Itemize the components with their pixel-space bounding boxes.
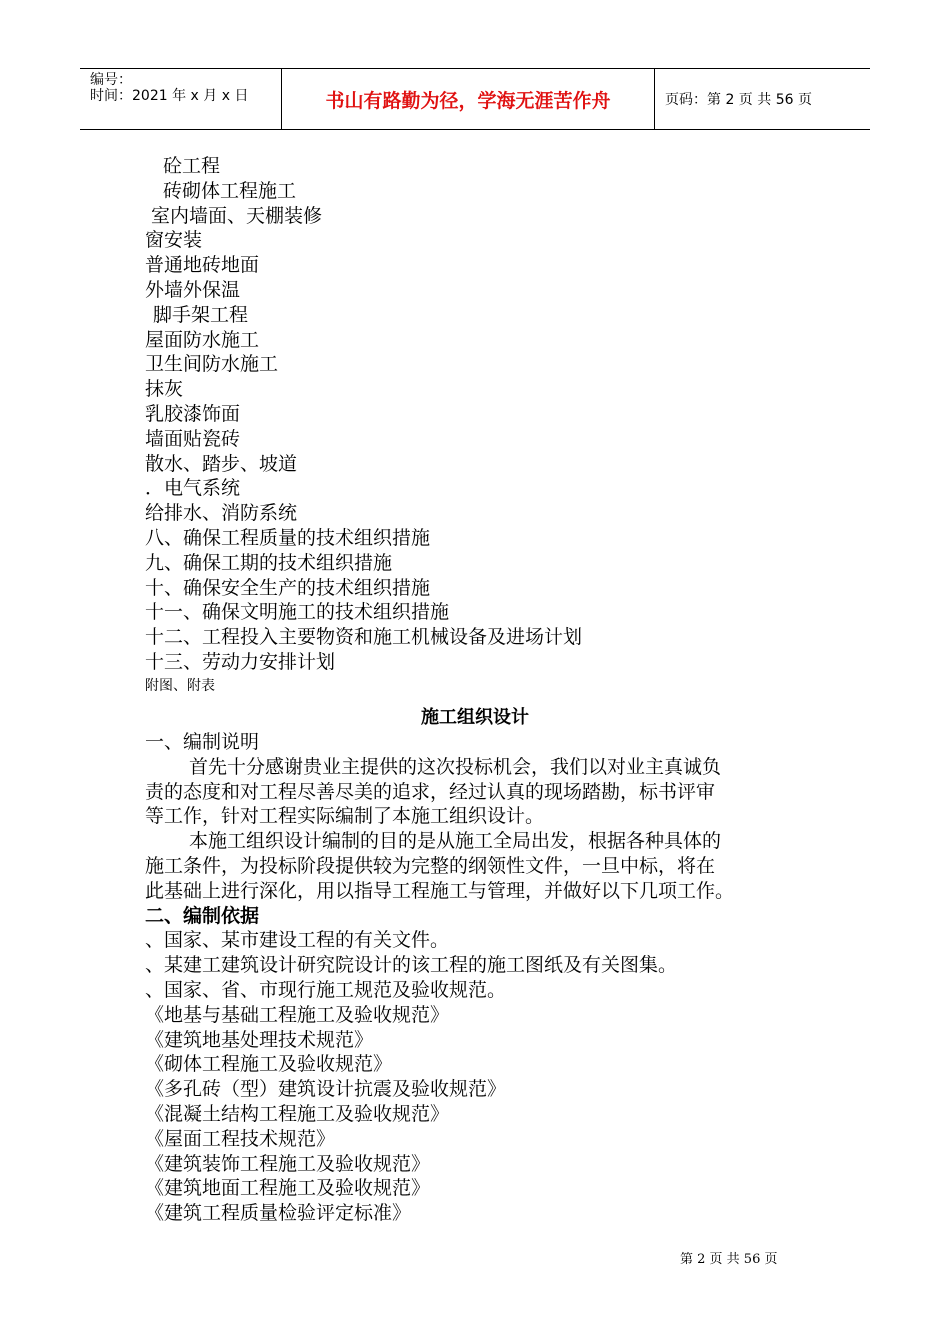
toc-item: ．电气系统 xyxy=(145,477,241,500)
header-page-info: 页码：第 2 页 共 56 页 xyxy=(665,92,812,108)
document-number: 编号： xyxy=(90,72,132,88)
toc-item: 八、确保工程质量的技术组织措施 xyxy=(145,526,431,549)
section-heading: 二、编制依据 xyxy=(145,904,260,927)
toc-item: 十一、确保文明施工的技术组织措施 xyxy=(145,601,450,624)
toc-item: 十二、工程投入主要物资和施工机械设备及进场计划 xyxy=(145,626,583,649)
toc-item: 砖砌体工程施工 xyxy=(163,179,297,202)
toc-item: 室内墙面、天棚装修 xyxy=(151,204,323,227)
toc-item: 外墙外保温 xyxy=(145,278,241,301)
toc-item: 十三、劳动力安排计划 xyxy=(145,650,336,673)
toc-item: 抹灰 xyxy=(145,378,184,401)
basis-item: 、国家、某市建设工程的有关文件。 xyxy=(145,929,450,952)
standard-item: 《建筑工程质量检验评定标准》 xyxy=(145,1202,412,1225)
toc-item: 卫生间防水施工 xyxy=(145,353,279,376)
page-footer: 第 2 页 共 56 页 xyxy=(680,1252,778,1267)
toc-item: 砼工程 xyxy=(163,155,221,177)
toc-appendix: 附图、附表 xyxy=(145,677,215,694)
basis-item: 、国家、省、市现行施工规范及验收规范。 xyxy=(145,978,507,1001)
standard-item: 《混凝土结构工程施工及验收规范》 xyxy=(145,1102,450,1125)
paragraph-line: 此基础上进行深化，用以指导工程施工与管理，并做好以下几项工作。 xyxy=(145,879,735,902)
table-of-contents xyxy=(145,154,845,697)
toc-item: 乳胶漆饰面 xyxy=(145,402,241,425)
header-meta xyxy=(80,69,282,129)
paragraph-line: 本施工组织设计编制的目的是从施工全局出发，根据各种具体的 xyxy=(189,830,722,853)
section-description xyxy=(145,730,825,1226)
document-time: 时间：2021 年 x 月 x 日 xyxy=(90,88,249,104)
standard-item: 《建筑地基处理技术规范》 xyxy=(145,1028,374,1051)
paragraph-line: 等工作，针对工程实际编制了本施工组织设计。 xyxy=(145,805,545,828)
toc-item: 九、确保工期的技术组织措施 xyxy=(145,551,393,574)
standard-item: 《建筑地面工程施工及验收规范》 xyxy=(145,1177,431,1200)
toc-item: 墙面贴瓷砖 xyxy=(145,427,241,450)
toc-item: 十、确保安全生产的技术组织措施 xyxy=(145,576,431,599)
toc-item: 普通地砖地面 xyxy=(145,254,260,277)
document-title: 施工组织设计 xyxy=(421,707,529,728)
standard-item: 《屋面工程技术规范》 xyxy=(145,1127,336,1150)
standard-item: 《多孔砖（型）建筑设计抗震及验收规范》 xyxy=(145,1078,507,1101)
section-heading: 一、编制说明 xyxy=(145,731,260,753)
page-header xyxy=(80,68,870,130)
header-motto: 书山有路勤为径，学海无涯苦作舟 xyxy=(282,69,655,129)
standard-item: 《建筑装饰工程施工及验收规范》 xyxy=(145,1152,431,1175)
paragraph-line: 首先十分感谢贵业主提供的这次投标机会，我们以对业主真诚负 xyxy=(189,755,722,778)
toc-item: 窗安装 xyxy=(145,229,203,252)
standard-item: 《砌体工程施工及验收规范》 xyxy=(145,1053,393,1076)
toc-item: 屋面防水施工 xyxy=(145,328,260,351)
basis-item: 、某建工建筑设计研究院设计的该工程的施工图纸及有关图集。 xyxy=(145,954,678,977)
toc-item: 散水、踏步、坡道 xyxy=(145,452,298,475)
paragraph-line: 施工条件，为投标阶段提供较为完整的纲领性文件，一旦中标，将在 xyxy=(145,854,716,877)
toc-item: 给排水、消防系统 xyxy=(145,502,298,525)
paragraph-line: 责的态度和对工程尽善尽美的追求，经过认真的现场踏勘，标书评审 xyxy=(145,780,716,803)
standard-item: 《地基与基础工程施工及验收规范》 xyxy=(145,1003,450,1026)
toc-item: 脚手架工程 xyxy=(153,303,249,326)
